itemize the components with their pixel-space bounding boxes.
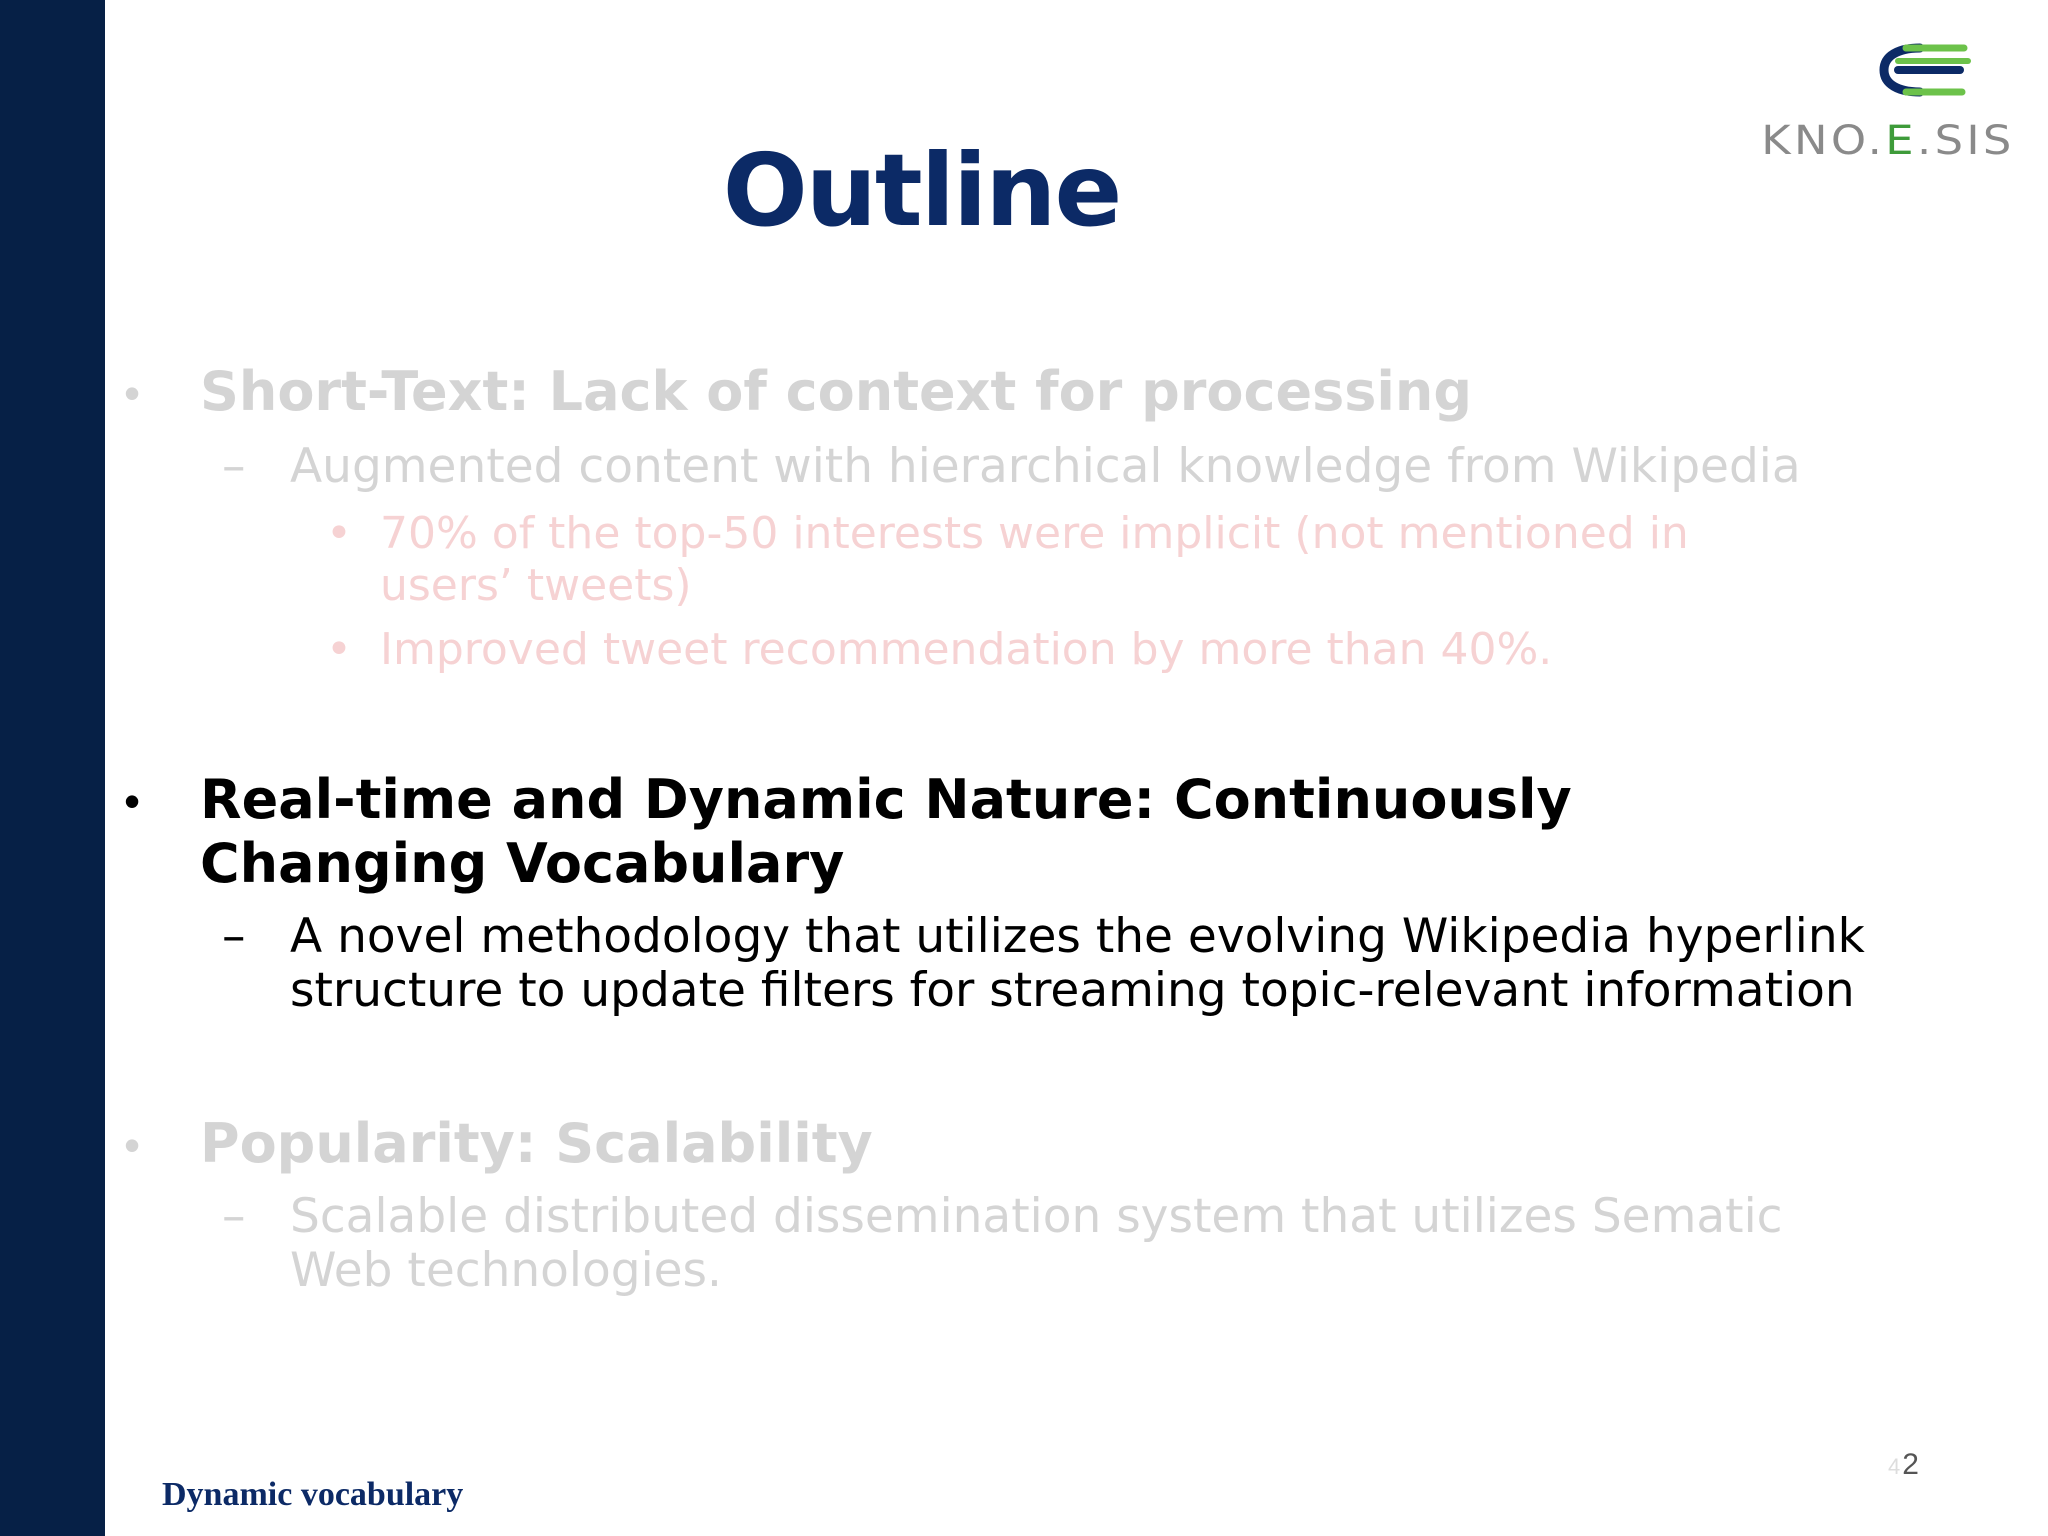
bullet-icon: • [124, 367, 141, 419]
outline-heading: Popularity: Scalability [200, 1112, 873, 1175]
logo-text-prefix: KNO. [1761, 118, 1886, 164]
page-number-value: 2 [1902, 1448, 1919, 1481]
outline-subitem-text: Augmented content with hierarchical knowledge from Wikipedia [290, 439, 1801, 494]
outline-subitem-text: A novel methodology that utilizes the evolving Wikipedia hyperlink structure to update filters for streaming topic-relevant information [290, 909, 1865, 1018]
logo-text-suffix: .SIS [1916, 118, 2015, 164]
slide-title: Outline [722, 132, 1121, 249]
outline-heading: Short-Text: Lack of context for processing [200, 360, 1473, 423]
dash-icon: – [222, 909, 246, 964]
bullet-icon: • [326, 508, 352, 559]
outline-heading: Real-time and Dynamic Nature: Continuously Changing Vocabulary [200, 768, 1572, 895]
bullet-icon: • [124, 1119, 141, 1171]
dash-icon: – [222, 439, 246, 494]
logo-mark-icon [1748, 30, 2028, 120]
slide-footer: Dynamic vocabulary [162, 1476, 464, 1513]
dash-icon: – [222, 1189, 246, 1244]
page-number-ghost: 4 [1888, 1454, 1901, 1479]
outline-point-text: Improved tweet recommendation by more than 40%. [380, 624, 1553, 675]
logo-text-accent: E [1885, 118, 1917, 164]
bullet-icon: • [124, 775, 141, 827]
bullet-icon: • [326, 624, 352, 675]
outline-point-text: 70% of the top-50 interests were implicit (not mentioned in users’ tweets) [380, 508, 1689, 611]
page-number [1888, 1448, 1919, 1482]
outline-subitem-text: Scalable distributed dissemination system that utilizes Sematic Web technologies. [290, 1189, 1783, 1298]
